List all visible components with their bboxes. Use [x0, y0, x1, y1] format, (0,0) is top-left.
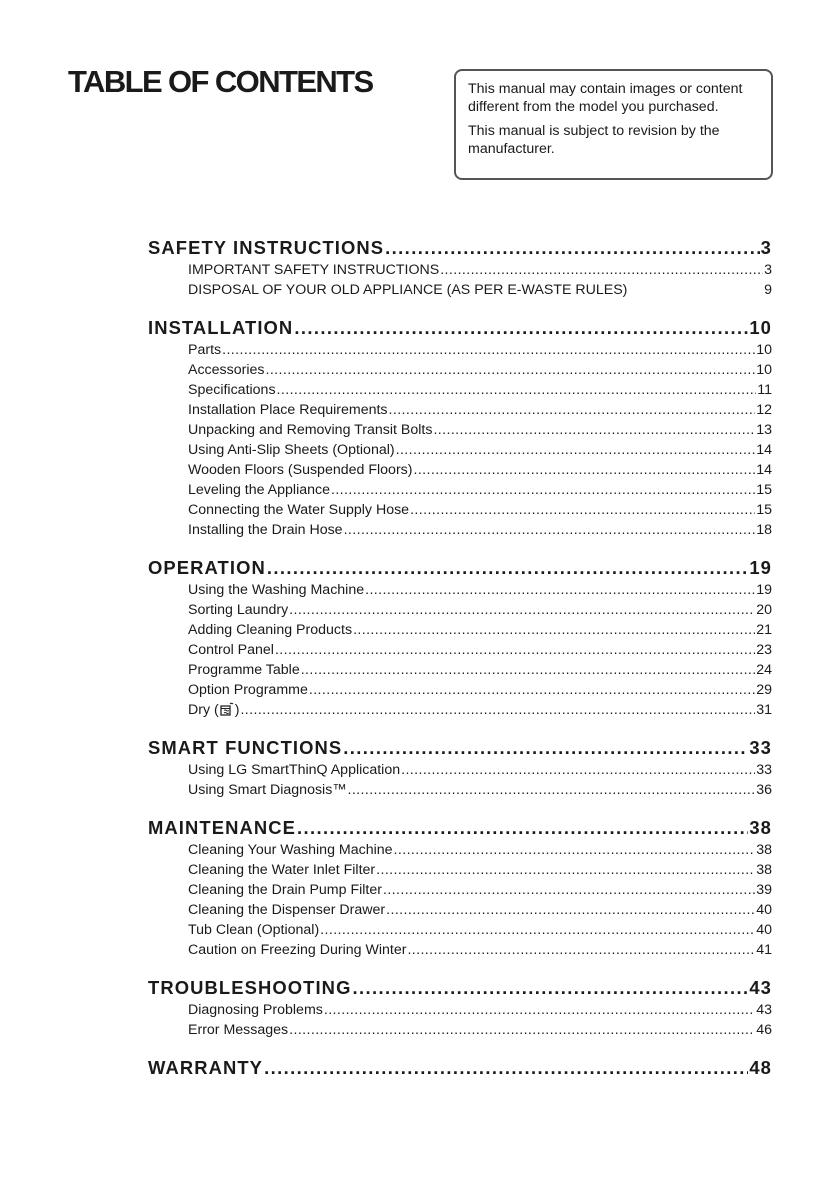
page-number: 33: [756, 762, 772, 778]
entry-label: IMPORTANT SAFETY INSTRUCTIONS: [188, 262, 440, 278]
dot-leader: [365, 580, 755, 600]
section-title: OPERATION: [148, 557, 266, 578]
toc-section: [148, 556, 772, 720]
entry-label: Tub Clean (Optional): [188, 922, 320, 938]
toc-entry[interactable]: [148, 780, 772, 800]
dot-leader: [309, 680, 755, 700]
toc-entry[interactable]: [148, 460, 772, 480]
page-number: 23: [756, 642, 772, 658]
page-number: 9: [764, 282, 772, 298]
page-number: 31: [756, 702, 772, 718]
page-number: 13: [756, 422, 772, 438]
toc-section: [148, 1056, 772, 1080]
page-number: 29: [756, 682, 772, 698]
toc-entry[interactable]: [148, 360, 772, 380]
toc-entry[interactable]: [148, 700, 772, 720]
toc-section-heading[interactable]: [148, 816, 772, 840]
entry-label: Wooden Floors (Suspended Floors): [188, 462, 413, 478]
dot-leader: [407, 940, 755, 960]
toc-entry[interactable]: [148, 500, 772, 520]
entry-label: Diagnosing Problems: [188, 1002, 323, 1018]
toc-entry[interactable]: [148, 1000, 772, 1020]
dot-leader: [440, 260, 763, 280]
notice-text: This manual is subject to revision by the manufacturer.: [468, 123, 720, 157]
page-number: 43: [756, 1002, 772, 1018]
page-number: 21: [756, 622, 772, 638]
toc-entry[interactable]: [148, 260, 772, 280]
toc-section-heading[interactable]: [148, 976, 772, 1000]
section-title: SMART FUNCTIONS: [148, 737, 343, 758]
toc-entry[interactable]: [148, 840, 772, 860]
section-title: TROUBLESHOOTING: [148, 977, 352, 998]
dot-leader: [396, 440, 756, 460]
entry-label-text: Dry (: [188, 702, 219, 718]
toc-entry[interactable]: [148, 920, 772, 940]
dot-leader: [376, 860, 755, 880]
dot-leader: [414, 460, 756, 480]
page-number: 36: [756, 782, 772, 798]
section-title: SAFETY INSTRUCTIONS: [148, 237, 385, 258]
entry-label: Accessories: [188, 362, 265, 378]
toc-entry[interactable]: [148, 900, 772, 920]
dot-leader: [343, 736, 748, 760]
dot-leader: [294, 316, 748, 340]
notice-box: [454, 69, 773, 180]
toc-entry[interactable]: [148, 860, 772, 880]
page-number: 14: [756, 462, 772, 478]
dot-leader: [264, 1056, 748, 1080]
toc-entry[interactable]: [148, 580, 772, 600]
toc-entry[interactable]: [148, 680, 772, 700]
entry-label: Specifications: [188, 382, 276, 398]
toc-entry[interactable]: [148, 400, 772, 420]
dot-leader: [389, 400, 756, 420]
entry-label: Leveling the Appliance: [188, 482, 330, 498]
toc-entry[interactable]: [148, 520, 772, 540]
dot-leader: [383, 880, 755, 900]
toc-section-heading[interactable]: [148, 736, 772, 760]
dot-leader: [385, 236, 760, 260]
entry-label: Connecting the Water Supply Hose: [188, 502, 410, 518]
page-title: TABLE OF CONTENTS: [68, 64, 373, 99]
entry-label: Cleaning the Drain Pump Filter: [188, 882, 382, 898]
page-number: 19: [756, 582, 772, 598]
page-number: 38: [756, 842, 772, 858]
page-number: 10: [756, 342, 772, 358]
notice-text: This manual may contain images or content different from the model you purchased.: [468, 81, 743, 115]
entry-label-text: ): [234, 702, 240, 718]
toc-section: [148, 816, 772, 960]
toc-section: [148, 236, 772, 300]
toc-entry[interactable]: [148, 420, 772, 440]
page-number: 48: [749, 1057, 772, 1078]
page-number: 3: [764, 262, 772, 278]
dot-leader: [301, 660, 756, 680]
dot-leader: [265, 360, 755, 380]
page-number: 19: [749, 557, 772, 578]
page-number: 10: [749, 317, 772, 338]
dot-leader: [297, 816, 748, 840]
toc-entry[interactable]: [148, 380, 772, 400]
dot-leader: [222, 340, 755, 360]
dot-leader: [324, 1000, 755, 1020]
table-of-contents: [148, 236, 772, 1096]
page-number: 43: [749, 977, 772, 998]
dot-leader: [331, 480, 755, 500]
toc-section-heading[interactable]: [148, 236, 772, 260]
toc-entry[interactable]: [148, 440, 772, 460]
toc-section-heading[interactable]: [148, 556, 772, 580]
page-number: 12: [756, 402, 772, 418]
toc-entry[interactable]: [148, 640, 772, 660]
entry-label: Caution on Freezing During Winter: [188, 942, 407, 958]
dot-leader: [386, 900, 755, 920]
toc-entry[interactable]: [148, 620, 772, 640]
dot-leader: [240, 700, 755, 720]
toc-entry[interactable]: [148, 660, 772, 680]
dot-leader: [433, 420, 755, 440]
page-number: 15: [756, 502, 772, 518]
entry-label: Programme Table: [188, 662, 300, 678]
toc-section: [148, 976, 772, 1040]
entry-label: Using Anti-Slip Sheets (Optional): [188, 442, 395, 458]
page-number: 14: [756, 442, 772, 458]
toc-entry[interactable]: [148, 480, 772, 500]
toc-entry[interactable]: [148, 600, 772, 620]
dot-leader: [410, 500, 755, 520]
page-number: 39: [756, 882, 772, 898]
dry-icon: [219, 701, 235, 717]
entry-label: Cleaning Your Washing Machine: [188, 842, 393, 858]
page-number: 10: [756, 362, 772, 378]
toc-entry[interactable]: [148, 940, 772, 960]
dot-leader: [320, 920, 755, 940]
page-number: 18: [756, 522, 772, 538]
entry-label: Using the Washing Machine: [188, 582, 365, 598]
entry-label: Parts: [188, 342, 222, 358]
entry-label: Installation Place Requirements: [188, 402, 388, 418]
page-number: 11: [757, 382, 772, 398]
entry-label: Unpacking and Removing Transit Bolts: [188, 422, 433, 438]
toc-section: [148, 316, 772, 540]
page-number: 41: [756, 942, 772, 958]
dot-leader: [275, 640, 755, 660]
dot-leader: [344, 520, 756, 540]
dot-leader: [353, 620, 755, 640]
toc-section: [148, 736, 772, 800]
entry-label: Cleaning the Dispenser Drawer: [188, 902, 386, 918]
dot-leader: [267, 556, 748, 580]
entry-label: Using Smart Diagnosis™: [188, 782, 347, 798]
entry-label: [188, 700, 239, 720]
section-title: WARRANTY: [148, 1057, 264, 1078]
dot-leader: [401, 760, 755, 780]
dot-leader: [289, 1020, 755, 1040]
entry-label: Option Programme: [188, 682, 308, 698]
entry-label: Installing the Drain Hose: [188, 522, 343, 538]
page-number: 40: [756, 922, 772, 938]
page-number: 33: [749, 737, 772, 758]
page-number: 24: [756, 662, 772, 678]
page-number: 38: [749, 817, 772, 838]
entry-label: Using LG SmartThinQ Application: [188, 762, 401, 778]
page-number: 3: [760, 237, 772, 258]
entry-label: Cleaning the Water Inlet Filter: [188, 862, 376, 878]
page-number: 40: [756, 902, 772, 918]
entry-label: Control Panel: [188, 642, 274, 658]
dot-leader: [347, 780, 755, 800]
entry-label: Sorting Laundry: [188, 602, 289, 618]
toc-section-heading[interactable]: [148, 316, 772, 340]
page-number: 15: [756, 482, 772, 498]
page-number: 38: [756, 862, 772, 878]
toc-entry[interactable]: [148, 880, 772, 900]
section-title: MAINTENANCE: [148, 817, 296, 838]
entry-label: Adding Cleaning Products: [188, 622, 353, 638]
toc-entry[interactable]: [148, 1020, 772, 1040]
page-number: 46: [756, 1022, 772, 1038]
section-title: INSTALLATION: [148, 317, 294, 338]
entry-label: Error Messages: [188, 1022, 289, 1038]
dot-leader: [352, 976, 748, 1000]
toc-entry[interactable]: [148, 280, 772, 300]
dot-leader: [289, 600, 755, 620]
page-number: 20: [756, 602, 772, 618]
dot-leader: [394, 840, 756, 860]
toc-entry[interactable]: [148, 340, 772, 360]
toc-section-heading[interactable]: [148, 1056, 772, 1080]
dot-leader: [277, 380, 757, 400]
entry-label: DISPOSAL OF YOUR OLD APPLIANCE (AS PER E-WASTE RULES): [188, 282, 628, 298]
toc-entry[interactable]: [148, 760, 772, 780]
